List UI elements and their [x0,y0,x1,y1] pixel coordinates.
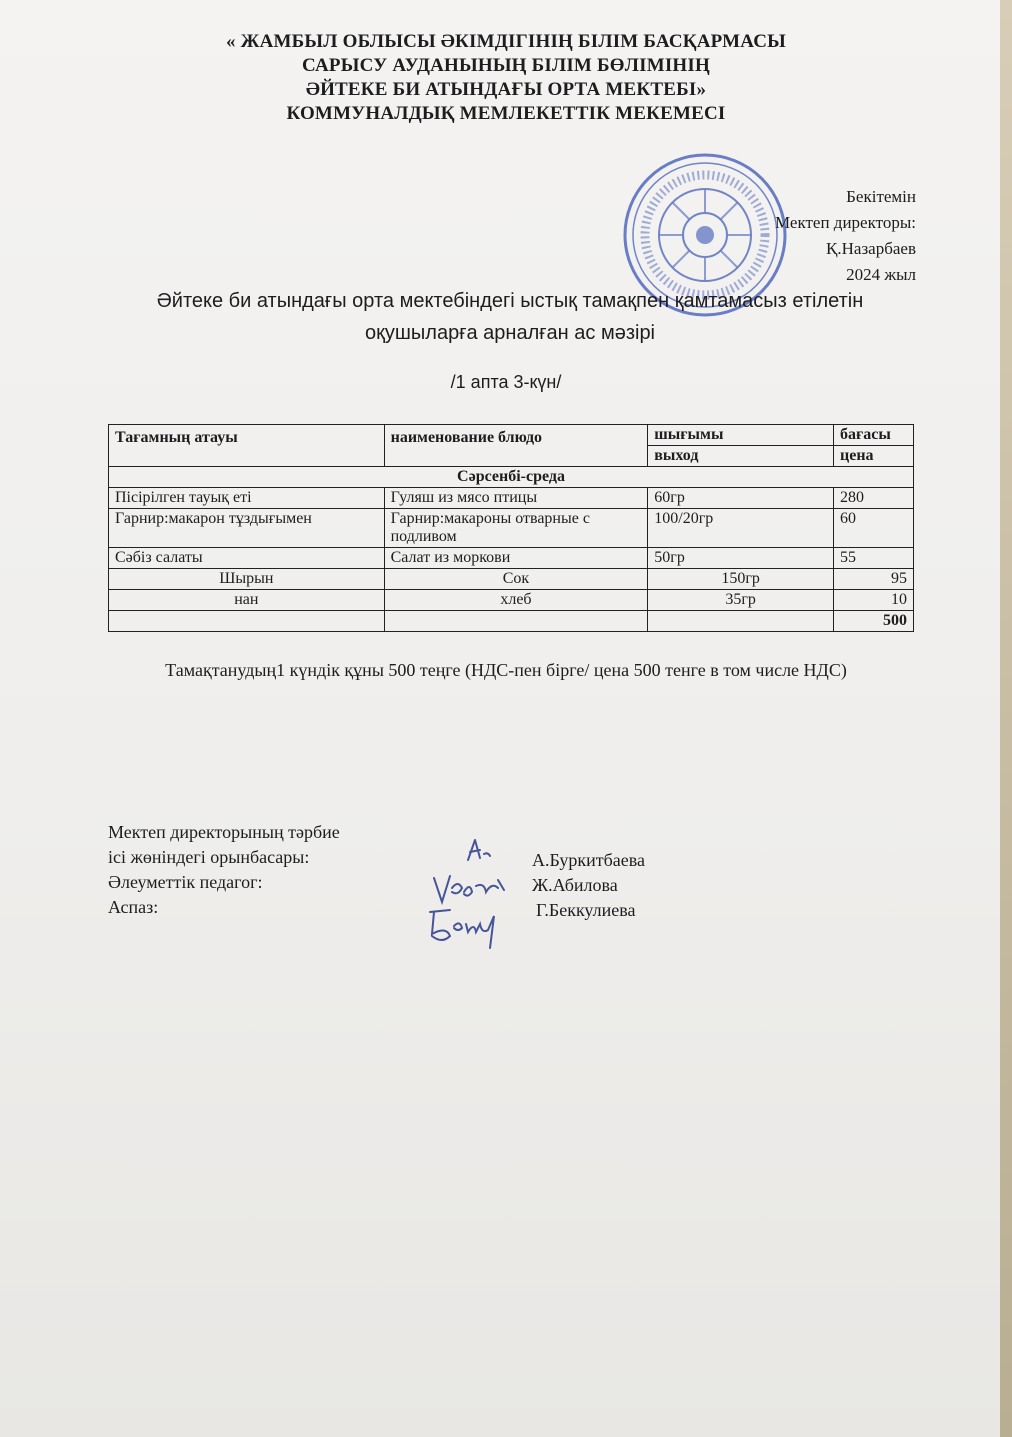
header-yield-ru: выход [648,446,834,467]
cell-name-kz: Шырын [109,569,385,590]
table-row [109,590,914,611]
table-row [109,509,914,548]
cell-yield: 50гр [648,548,834,569]
table-row [109,569,914,590]
total-empty [648,611,834,632]
role-deputy-line-2: ісі жөніндегі орынбасары: [108,847,310,867]
cell-price: 60 [834,509,914,548]
name-social-pedagogue: Ж.Абилова [532,875,618,895]
cell-price: 55 [834,548,914,569]
handwritten-signatures-icon [420,830,530,950]
approval-line-1: Бекітемін [846,187,916,206]
title-line-1: Әйтеке би атындағы орта мектебіндегі ыстық тамақпен қамтамасыз етілетін [156,290,864,312]
cell-yield: 150гр [648,569,834,590]
header-line-1: « ЖАМБЫЛ ОБЛЫСЫ ӘКІМДІГІНІҢ БІЛІМ БАСҚАРМАСЫ [225,31,787,52]
table-header-row [109,425,914,446]
cell-price: 10 [834,590,914,611]
document-title [90,285,930,349]
cell-yield: 100/20гр [648,509,834,548]
cell-name-ru: Сок [384,569,648,590]
total-price: 500 [834,611,914,632]
table-row [109,548,914,569]
name-cook: Г.Беккулиева [536,900,636,920]
approval-line-2: Мектеп директоры: [775,213,916,232]
total-empty [109,611,385,632]
header-price-kz: бағасы [834,425,914,446]
header-name-kz: Тағамның атауы [109,425,385,467]
cell-name-ru: Гарнир:макароны отварные с подливом [384,509,648,548]
cell-name-kz: Пісірілген тауық еті [109,488,385,509]
role-deputy-line-1: Мектеп директорының тәрбие [108,822,340,842]
role-cook: Аспаз: [108,897,159,917]
approval-block [775,184,916,288]
total-empty [384,611,648,632]
approval-line-3: Қ.Назарбаев [826,239,916,258]
cell-price: 280 [834,488,914,509]
cell-name-ru: Гуляш из мясо птицы [384,488,648,509]
header-yield-kz: шығымы [648,425,834,446]
cell-price: 95 [834,569,914,590]
menu-table [108,424,914,632]
cell-yield: 35гр [648,590,834,611]
background-surface [1000,0,1012,1437]
signature-roles [108,820,340,920]
header-line-4: КОММУНАЛДЫҚ МЕМЛЕКЕТТІК МЕКЕМЕСІ [286,103,726,124]
header-price-ru: цена [834,446,914,467]
document-subtitle: /1 апта 3-күн/ [450,372,562,392]
cell-name-ru: Салат из моркови [384,548,648,569]
cell-name-kz: нан [109,590,385,611]
header-name-ru: наименование блюдо [384,425,648,467]
cell-yield: 60гр [648,488,834,509]
cell-name-ru: хлеб [384,590,648,611]
name-deputy: А.Буркитбаева [532,850,646,870]
cell-name-kz: Сәбіз салаты [109,548,385,569]
institution-header [0,30,1012,126]
total-row [109,611,914,632]
approval-line-4: 2024 жыл [846,265,916,284]
signature-names [532,848,645,923]
table-row [109,488,914,509]
price-note: Тамақтанудың1 күндік құны 500 теңге (НДС-пен бірге/ цена 500 тенге в том числе НДС) [165,660,847,680]
header-line-2: САРЫСУ АУДАНЫНЫҢ БІЛІМ БӨЛІМІНІҢ [302,55,710,76]
title-line-2: оқушыларға арналған ас мәзірі [364,322,656,344]
role-social-pedagogue: Әлеуметтік педагог: [108,872,263,892]
day-label: Сәрсенбі-среда [109,467,914,488]
cell-name-kz: Гарнир:макарон тұздығымен [109,509,385,548]
header-line-3: ӘЙТЕКЕ БИ АТЫНДАҒЫ ОРТА МЕКТЕБІ» [305,79,707,100]
day-row [109,467,914,488]
